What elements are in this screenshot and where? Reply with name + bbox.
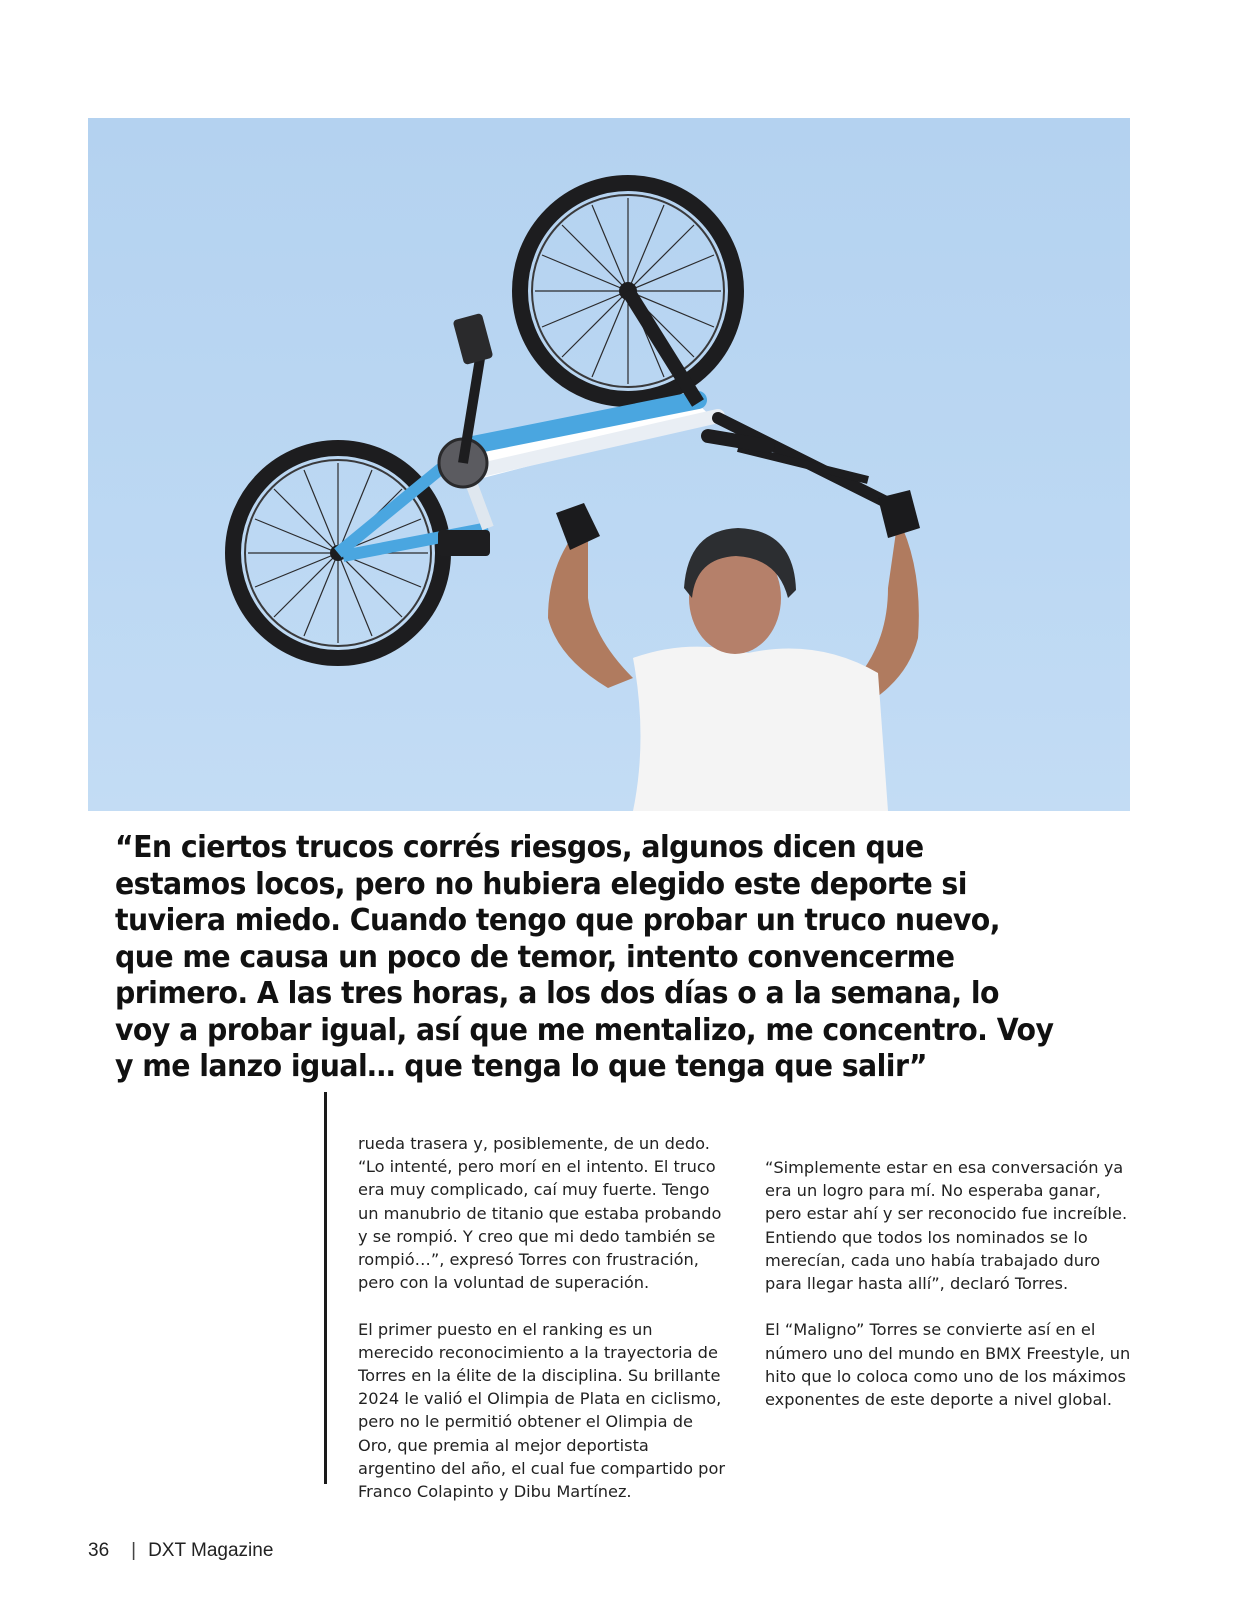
body-column-right bbox=[765, 1156, 1135, 1434]
magazine-name: DXT Magazine bbox=[148, 1540, 274, 1561]
footer-separator: | bbox=[131, 1540, 137, 1561]
bike-frame bbox=[338, 291, 898, 556]
paragraph: El “Maligno” Torres se convierte así en el número uno del mundo en BMX Freestyle, un hito que lo coloca como uno de los máximos exponentes de este deporte a nivel global. bbox=[765, 1320, 1131, 1410]
bmx-rider-photo bbox=[88, 118, 1130, 811]
pull-quote: “En ciertos trucos corrés riesgos, algunos dicen que estamos locos, pero no hubiera elegido este deporte si tuviera miedo. Cuando tengo que probar un truco nuevo, que me causa un poco de temor, intento convencerme primero. A las tres horas, a los dos días o a la semana, lo voy a probar igual, así que me mentalizo, me concentro. Voy y me lanzo igual… que tenga lo que tenga que salir” bbox=[115, 830, 1054, 1084]
rider bbox=[548, 490, 920, 811]
page-footer bbox=[88, 1540, 273, 1562]
bmx-illustration bbox=[88, 118, 1130, 811]
paragraph: “Simplemente estar en esa conversación ya era un logro para mí. No esperaba ganar, pero estar ahí y ser reconocido fue increíble. Entiendo que todos los nominados se lo merecían, cada uno había trabajado duro para llegar hasta allí”, declaró Torres. bbox=[765, 1158, 1128, 1294]
column-rule bbox=[324, 1092, 327, 1484]
body-column-left bbox=[358, 1132, 728, 1526]
paragraph: El primer puesto en el ranking es un merecido reconocimiento a la trayectoria de Torres en la élite de la disciplina. Su brillante 2024 le valió el Olimpia de Plata en ciclismo, pero no le permitió obtener el Olimpia de Oro, que premia al mejor deportista argentino del año, el cual fue compartido por Franco Colapinto y Dibu Martínez. bbox=[358, 1319, 726, 1502]
page-number: 36 bbox=[88, 1540, 110, 1561]
paragraph: rueda trasera y, posiblemente, de un dedo. “Lo intenté, pero morí en el intento. El truco era muy complicado, caí muy fuerte. Tengo un manubrio de titanio que estaba probando y se rompió. Y creo que mi dedo también se rompió…”, expresó Torres con frustración, pero con la voluntad de superación. bbox=[358, 1134, 722, 1293]
